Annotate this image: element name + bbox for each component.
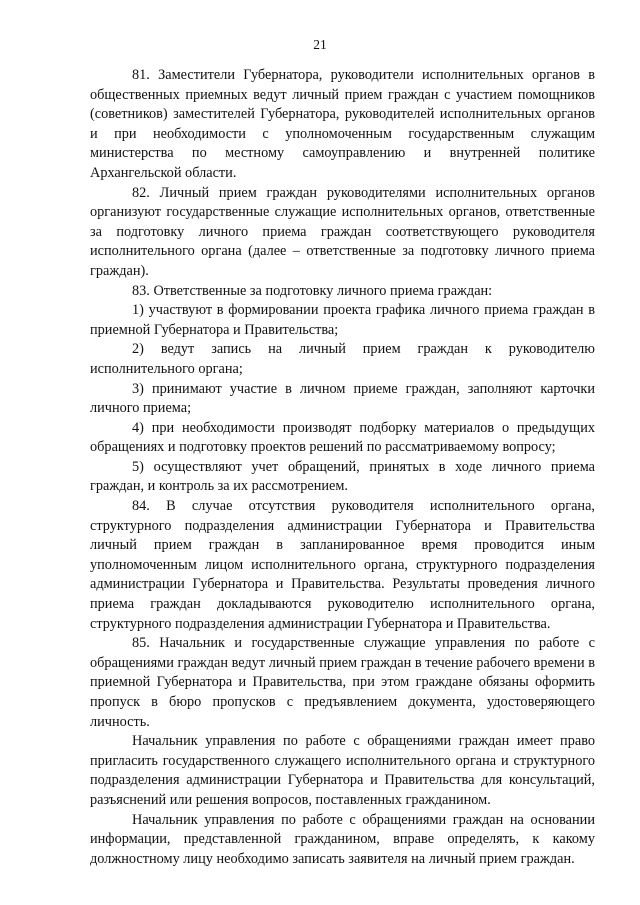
list-item-83-5: 5) осуществляют учет обращений, принятых в ходе личного приема граждан, и контроль за их рассмотрением.	[90, 458, 595, 495]
paragraph-85-invite: Начальник управления по работе с обращениями граждан имеет право пригласить государственного служащего исполнительного органа и структурного подразделения администрации Губернатора и Правительства для консультаций, разъяснений или решения вопросов, поставленных гражданином.	[90, 733, 595, 808]
paragraph-84: 84. В случае отсутствия руководителя исполнительного органа, структурного подразделения администрации Губернатора и Правительства личный прием граждан в запланированное время проводится иным уполномоченным лицом исполнительного органа, структурного подразделения администрации Губернатора и Правительства. Результаты проведения личного приема граждан докладываются руководителю исполнительного органа, структурного подразделения администрации Губернатора и Правительства.	[90, 498, 595, 632]
paragraph-83: 83. Ответственные за подготовку личного приема граждан:	[132, 282, 493, 299]
list-item-83-2: 2) ведут запись на личный прием граждан к руководителю исполнительного органа;	[90, 341, 595, 377]
list-item-83-1: 1) участвуют в формировании проекта графика личного приема граждан в приемной Губернатора и Правительства;	[90, 302, 595, 338]
paragraph-82: 82. Личный прием граждан руководителями исполнительных органов организуют государственные служащие исполнительных органов, ответственные за подготовку личного приема граждан соответствующего руководителя исполнительного органа (далее – ответственные за подготовку личного приема граждан).	[90, 184, 595, 279]
paragraph-85-record: Начальник управления по работе с обращениями граждан на основании информации, представленной гражданином, вправе определять, к какому должностному лицу необходимо записать заявителя на личный прием граждан.	[90, 811, 595, 867]
list-item-83-4: 4) при необходимости производят подборку материалов о предыдущих обращениях и подготовку проектов решений по рассматриваемому вопросу;	[90, 419, 595, 456]
document-body	[90, 66, 595, 869]
page-number: 21	[313, 37, 327, 52]
list-item-83-3: 3) принимают участие в личном приеме граждан, заполняют карточки личного приема;	[90, 380, 595, 417]
paragraph-81: 81. Заместители Губернатора, руководители исполнительных органов в общественных приемных ведут личный прием граждан с участием помощников (советников) заместителей Губернатора, руководителей исполнительных органов и при необходимости с уполномоченным государственным служащим министерства по местному самоуправлению и внутренней политике Архангельской области.	[90, 67, 595, 181]
paragraph-85: 85. Начальник и государственные служащие управления по работе с обращениями граждан ведут личный прием граждан в течение рабочего времени в приемной Губернатора и Правительства, при этом граждане обязаны оформить пропуск в бюро пропусков с предъявлением документа, удостоверяющего личность.	[90, 635, 595, 730]
